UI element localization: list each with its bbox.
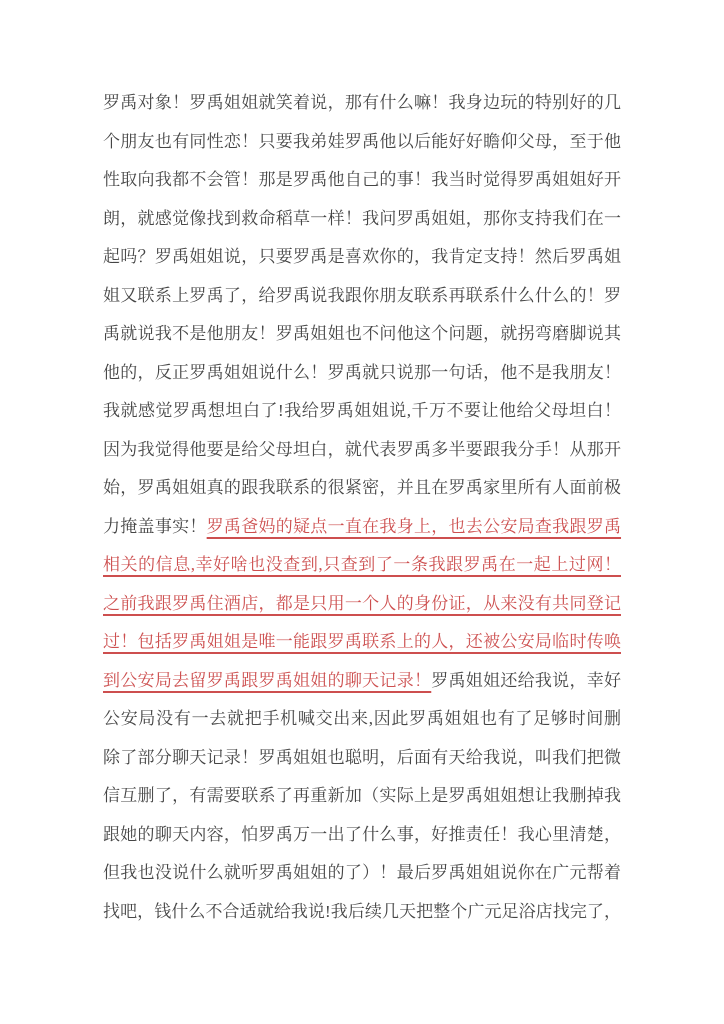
text-line: [103, 854, 621, 893]
highlighted-text-segment: 相关的信息,幸好啥也没查到,只查到了一条我跟罗禹在一起上过网！: [103, 555, 621, 574]
text-segment: 找吧，钱什么不合适就给我说!我后续几天把整个广元足浴店找完了，: [103, 901, 621, 921]
text-segment: 姐又联系上罗禹了，给罗禹说我跟你朋友联系再联系什么什么的！罗: [103, 285, 621, 305]
text-segment: 罗禹姐姐还给我说，幸好: [431, 670, 622, 690]
text-line: [103, 392, 621, 431]
text-line: [103, 161, 621, 200]
text-line: [103, 123, 621, 162]
text-line: [103, 739, 621, 778]
text-line: [103, 238, 621, 277]
highlighted-text-segment: 罗禹爸妈的疑点一直在我身上，也去公安局查我跟罗禹: [206, 516, 622, 536]
text-segment: 起吗？罗禹姐姐说，只要罗禹是喜欢你的，我肯定支持！然后罗禹姐: [103, 247, 621, 266]
highlighted-text-segment: 到公安局去留罗禹跟罗禹姐姐的聊天记录！: [103, 670, 432, 690]
text-segment: 他的，反正罗禹姐姐说什么！罗禹就只说那一句话，他不是我朋友！: [103, 362, 621, 382]
text-segment: 禹就说我不是他朋友！罗禹姐姐也不问他这个问题，就拐弯磨脚说其: [103, 324, 621, 343]
text-segment: 始，罗禹姐姐真的跟我联系的很紧密，并且在罗禹家里所有人面前极: [103, 478, 621, 497]
text-line: [103, 585, 621, 624]
text-segment: 性取向我都不会管！那是罗禹他自己的事！我当时觉得罗禹姐姐好开: [103, 170, 621, 189]
text-line: [103, 469, 621, 508]
text-segment: 力掩盖事实！: [103, 516, 207, 536]
text-segment: 信互删了，有需要联系了再重新加（实际上是罗禹姐姐想让我删掉我: [103, 786, 621, 805]
text-segment: 除了部分聊天记录！罗禹姐姐也聪明，后面有天给我说，叫我们把微: [103, 747, 621, 767]
text-line: [103, 84, 621, 123]
text-segment: 我就感觉罗禹想坦白了!我给罗禹姐姐说,千万不要让他给父母坦白！: [103, 401, 621, 420]
text-segment: 因为我觉得他要是给父母坦白，就代表罗禹多半要跟我分手！从那开: [103, 439, 621, 459]
text-line: [103, 508, 621, 547]
text-line: [103, 354, 621, 393]
text-line: [103, 315, 621, 354]
text-segment: 朗，就感觉像找到救命稻草一样！我问罗禹姐姐，那你支持我们在一: [103, 208, 621, 228]
highlighted-text-segment: 过！包括罗禹姐姐是唯一能跟罗禹联系上的人，还被公安局临时传唤: [103, 632, 621, 651]
text-segment: 个朋友也有同性恋！只要我弟娃罗禹他以后能好好瞻仰父母，至于他: [103, 131, 621, 151]
text-segment: 跟她的聊天内容，怕罗禹万一出了什么事，好推责任！我心里清楚，: [103, 824, 621, 844]
text-line: [103, 816, 621, 855]
text-line: [103, 546, 621, 585]
text-line: [103, 893, 621, 932]
text-line: [103, 700, 621, 739]
text-line: [103, 777, 621, 816]
document-body: [103, 84, 621, 931]
text-line: [103, 623, 621, 662]
highlighted-text-segment: 之前我跟罗禹住酒店，都是只用一个人的身份证，从来没有共同登记: [103, 593, 621, 613]
text-segment: 但我也没说什么就听罗禹姐姐的了）！最后罗禹姐姐说你在广元帮着: [103, 863, 621, 882]
text-segment: 公安局没有一去就把手机喊交出来,因此罗禹姐姐也有了足够时间删: [103, 709, 621, 728]
text-line: [103, 277, 621, 316]
text-segment: 罗禹对象！罗禹姐姐就笑着说，那有什么嘛！我身边玩的特别好的几: [103, 93, 621, 112]
text-line: [103, 431, 621, 470]
text-line: [103, 662, 621, 701]
text-line: [103, 200, 621, 239]
